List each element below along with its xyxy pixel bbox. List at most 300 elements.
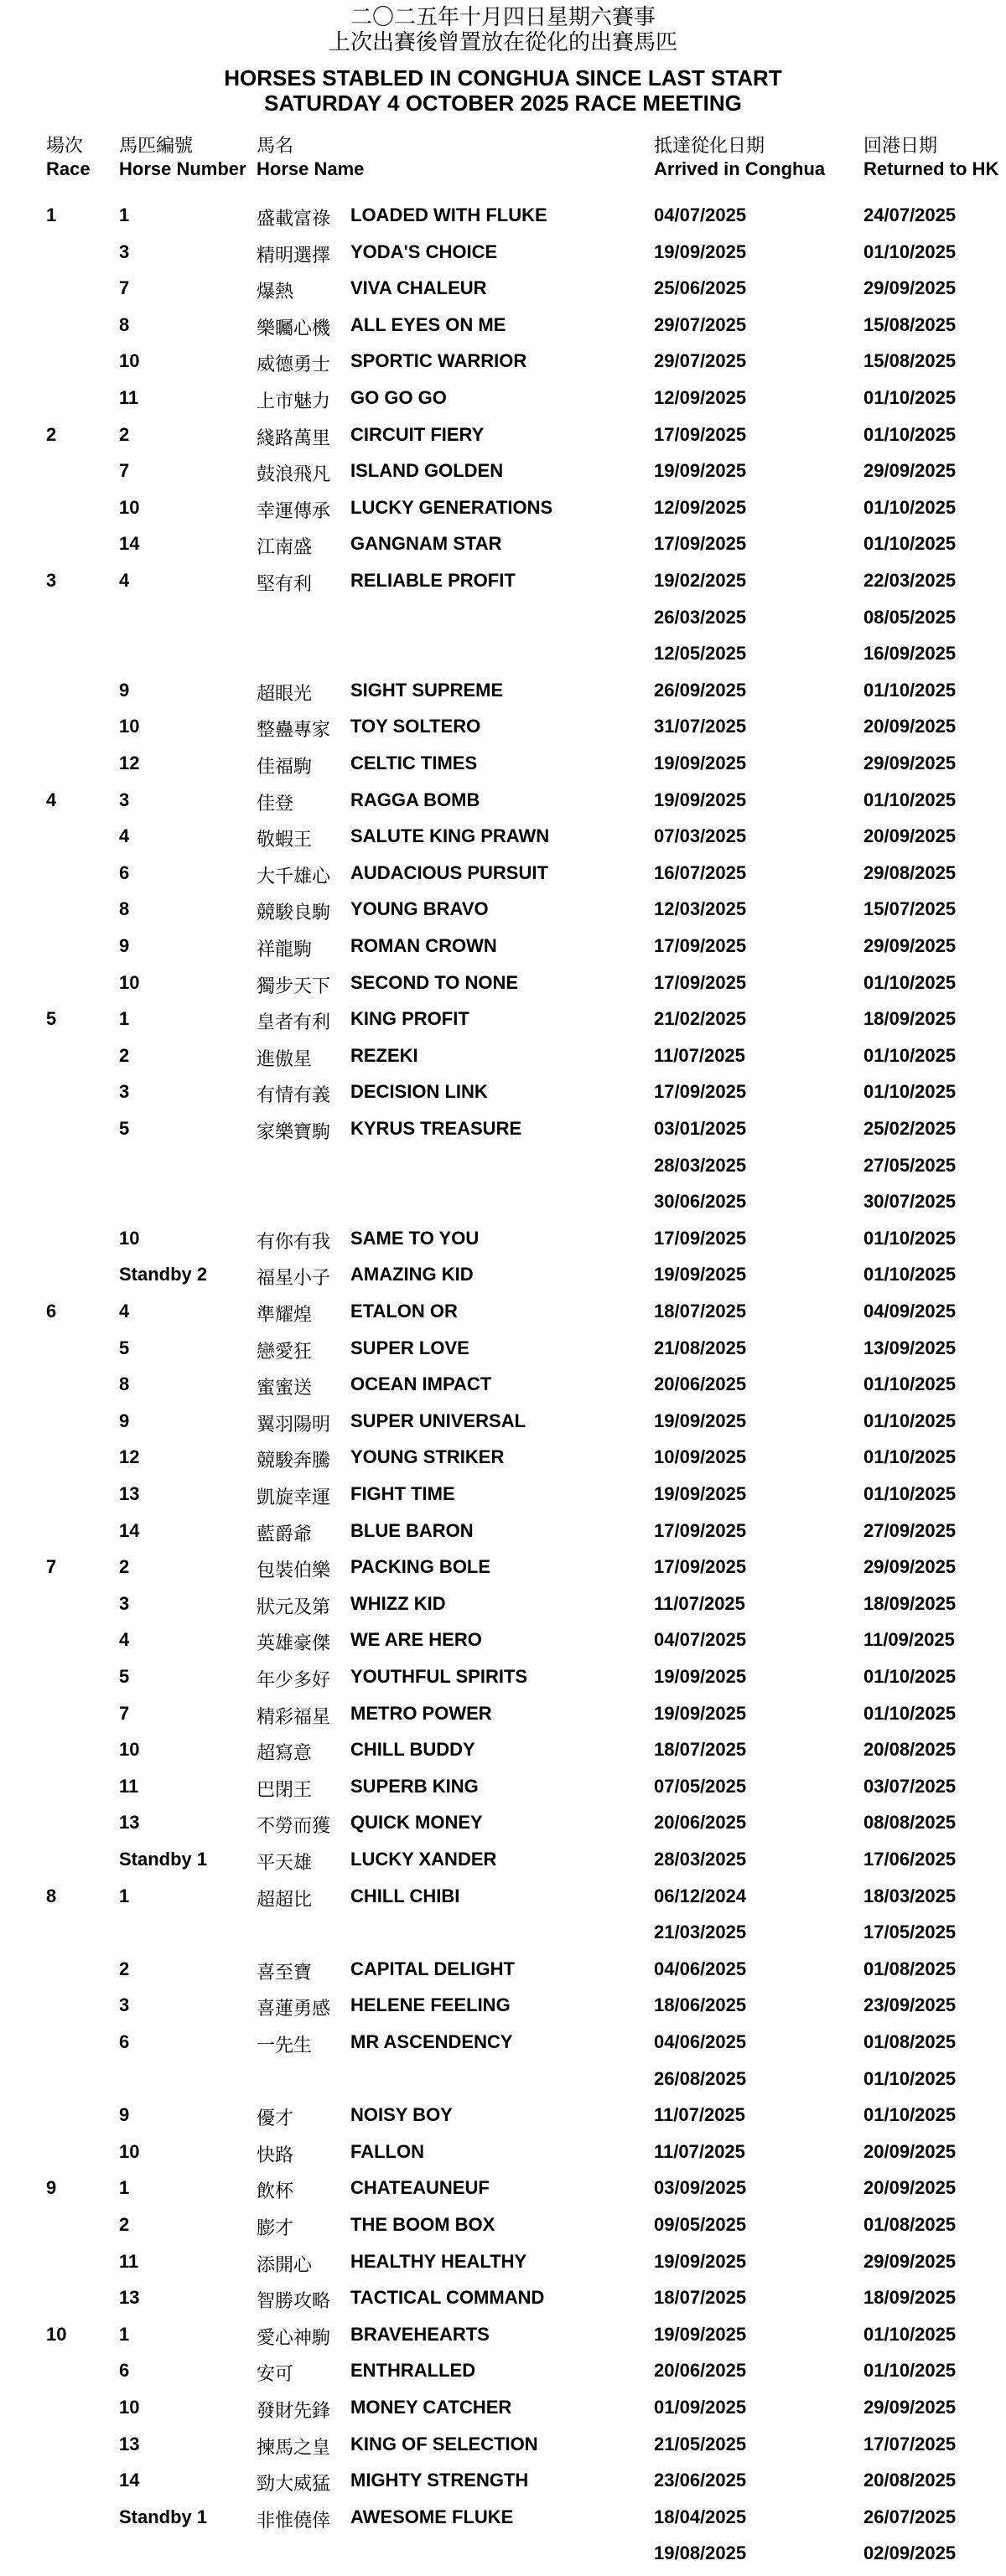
horse-name-cn-cell: 盛載富祿 <box>257 208 331 229</box>
table-row <box>0 277 1006 311</box>
horse-number-cell: 3 <box>119 789 130 810</box>
horse-name-cn-cell: 超寫意 <box>257 1742 313 1763</box>
column-header-returned-cn: 回港日期 <box>863 135 938 156</box>
returned-date-cell: 23/09/2025 <box>863 1994 957 2015</box>
returned-date-cell: 29/09/2025 <box>863 460 957 481</box>
horse-number-cell: 6 <box>119 862 130 883</box>
returned-date-cell: 20/09/2025 <box>863 825 957 846</box>
horse-name-en-cell: SIGHT SUPREME <box>350 680 504 701</box>
arrived-date-cell: 07/05/2025 <box>654 1776 747 1797</box>
arrived-date-cell: 31/07/2025 <box>654 716 747 737</box>
horse-name-en-cell: ROMAN CROWN <box>350 935 497 956</box>
table-row <box>0 1994 1006 2028</box>
horse-name-cn-cell: 爆熱 <box>257 281 294 302</box>
race-cell: 2 <box>46 424 57 445</box>
returned-date-cell: 01/08/2025 <box>863 2031 957 2052</box>
table-row <box>0 789 1006 823</box>
table-row <box>0 1483 1006 1517</box>
horse-name-cn-cell: 英雄豪傑 <box>257 1632 331 1653</box>
returned-date-cell: 01/10/2025 <box>863 533 957 554</box>
horse-name-en-cell: SAME TO YOU <box>350 1228 480 1249</box>
horse-name-cn-cell: 堅有利 <box>257 573 313 594</box>
horse-name-cn-cell: 包裝伯樂 <box>257 1560 331 1580</box>
horse-name-cn-cell: 發財先鋒 <box>257 2400 331 2421</box>
horse-name-cn-cell: 智勝攻略 <box>257 2290 331 2311</box>
returned-date-cell: 15/07/2025 <box>863 898 957 919</box>
returned-date-cell: 29/09/2025 <box>863 935 957 956</box>
horse-number-cell: 12 <box>119 753 140 773</box>
table-row <box>0 1008 1006 1042</box>
table-row <box>0 1520 1006 1554</box>
returned-date-cell: 18/09/2025 <box>863 2287 957 2308</box>
arrived-date-cell: 17/09/2025 <box>654 935 747 956</box>
horse-name-cn-cell: 揀馬之皇 <box>257 2437 331 2458</box>
horse-name-en-cell: KYRUS TREASURE <box>350 1118 522 1139</box>
horse-name-cn-cell: 喜蓮勇感 <box>257 1998 331 2019</box>
horse-number-cell: 2 <box>119 1958 130 1979</box>
arrived-date-cell: 26/03/2025 <box>654 607 747 628</box>
returned-date-cell: 01/10/2025 <box>863 1446 957 1467</box>
horse-name-cn-cell: 安可 <box>257 2363 294 2384</box>
horse-name-cn-cell: 戀愛狂 <box>257 1341 313 1362</box>
horse-number-cell: 10 <box>119 1739 140 1760</box>
arrived-date-cell: 12/03/2025 <box>654 898 747 919</box>
horse-name-en-cell: CAPITAL DELIGHT <box>350 1958 515 1979</box>
arrived-date-cell: 26/08/2025 <box>654 2068 747 2089</box>
arrived-date-cell: 17/09/2025 <box>654 1520 747 1541</box>
table-row <box>0 2031 1006 2065</box>
table-row <box>0 2360 1006 2393</box>
horse-name-cn-cell: 樂矚心機 <box>257 318 331 339</box>
horse-name-en-cell: CHILL CHIBI <box>350 1885 460 1906</box>
returned-date-cell: 01/10/2025 <box>863 2104 957 2125</box>
returned-date-cell: 20/09/2025 <box>863 2177 957 2198</box>
horse-number-cell: 2 <box>119 1556 130 1577</box>
horse-number-cell: 12 <box>119 1446 140 1467</box>
column-header-horse-name-en: Horse Name <box>257 158 365 179</box>
returned-date-cell: 01/10/2025 <box>863 497 957 518</box>
horse-number-cell: 9 <box>119 680 130 701</box>
returned-date-cell: 22/03/2025 <box>863 570 957 591</box>
horse-number-cell: 6 <box>119 2360 130 2381</box>
horse-name-en-cell: TACTICAL COMMAND <box>350 2287 545 2308</box>
returned-date-cell: 01/08/2025 <box>863 2214 957 2235</box>
table-row <box>0 753 1006 786</box>
horse-number-cell: 9 <box>119 935 130 956</box>
horse-name-cn-cell: 精明選擇 <box>257 245 331 266</box>
horse-name-cn-cell: 年少多好 <box>257 1669 331 1690</box>
horse-name-en-cell: MR ASCENDENCY <box>350 2031 513 2052</box>
horse-name-cn-cell: 膨才 <box>257 2217 294 2238</box>
arrived-date-cell: 11/07/2025 <box>654 2141 745 2162</box>
race-cell: 6 <box>46 1301 57 1322</box>
table-row <box>0 2324 1006 2357</box>
arrived-date-cell: 10/09/2025 <box>654 1446 747 1467</box>
horse-number-cell: 9 <box>119 2104 130 2125</box>
horse-number-cell: 4 <box>119 825 130 846</box>
table-row <box>0 1446 1006 1480</box>
returned-date-cell: 20/09/2025 <box>863 2141 957 2162</box>
horse-number-cell: Standby 1 <box>119 2506 208 2527</box>
horse-name-cn-cell: 有情有義 <box>257 1084 331 1105</box>
table-row <box>0 387 1006 421</box>
horse-name-en-cell: AMAZING KID <box>350 1264 474 1285</box>
horse-name-en-cell: CHILL BUDDY <box>350 1739 475 1760</box>
horse-name-cn-cell: 一先生 <box>257 2035 313 2056</box>
table-row <box>0 1337 1006 1371</box>
horse-number-cell: 10 <box>119 716 140 737</box>
arrived-date-cell: 29/07/2025 <box>654 350 747 371</box>
arrived-date-cell: 03/09/2025 <box>654 2177 747 2198</box>
returned-date-cell: 01/10/2025 <box>863 1264 957 1285</box>
horse-number-cell: 10 <box>119 972 140 993</box>
horse-number-cell: 6 <box>119 2031 130 2052</box>
horse-name-cn-cell: 綫路萬里 <box>257 427 331 448</box>
horse-name-cn-cell: 整蠱專家 <box>257 719 331 740</box>
returned-date-cell: 20/08/2025 <box>863 1739 957 1760</box>
arrived-date-cell: 09/05/2025 <box>654 2214 747 2235</box>
race-cell: 10 <box>46 2324 67 2345</box>
table-row <box>0 680 1006 713</box>
horse-name-en-cell: KING OF SELECTION <box>350 2434 538 2454</box>
title-english: HORSES STABLED IN CONGHUA SINCE LAST START <box>224 65 782 91</box>
race-cell: 9 <box>46 2177 57 2198</box>
horse-name-en-cell: SPORTIC WARRIOR <box>350 350 527 371</box>
returned-date-cell: 29/09/2025 <box>863 753 957 773</box>
table-row <box>0 2104 1006 2138</box>
horse-number-cell: 10 <box>119 2397 140 2418</box>
horse-name-en-cell: NOISY BOY <box>350 2104 453 2125</box>
horse-name-en-cell: SUPER UNIVERSAL <box>350 1410 526 1431</box>
horse-number-cell: 5 <box>119 1118 130 1139</box>
arrived-date-cell: 19/09/2025 <box>654 1483 747 1504</box>
title-chinese-date: 二〇二五年十月四日星期六賽事 <box>350 4 656 29</box>
horse-number-cell: 14 <box>119 2470 140 2491</box>
table-row <box>0 2214 1006 2248</box>
arrived-date-cell: 18/07/2025 <box>654 1739 747 1760</box>
horse-number-cell: 7 <box>119 460 130 481</box>
horse-number-cell: 10 <box>119 1228 140 1249</box>
horse-number-cell: 1 <box>119 2324 130 2345</box>
horse-name-cn-cell: 超眼光 <box>257 683 313 704</box>
arrived-date-cell: 17/09/2025 <box>654 1081 747 1102</box>
horse-name-cn-cell: 添開心 <box>257 2254 313 2275</box>
table-row <box>0 1264 1006 1297</box>
table-row <box>0 1593 1006 1627</box>
arrived-date-cell: 01/09/2025 <box>654 2397 747 2418</box>
horse-name-en-cell: GO GO GO <box>350 387 447 408</box>
arrived-date-cell: 11/07/2025 <box>654 2104 745 2125</box>
table-row <box>0 497 1006 530</box>
table-row <box>0 1556 1006 1590</box>
returned-date-cell: 01/10/2025 <box>863 2324 957 2345</box>
table-row <box>0 1228 1006 1261</box>
horse-name-cn-cell: 勁大威猛 <box>257 2473 331 2494</box>
returned-date-cell: 01/10/2025 <box>863 2360 957 2381</box>
horse-number-cell: 10 <box>119 497 140 518</box>
returned-date-cell: 27/05/2025 <box>863 1155 957 1176</box>
horse-number-cell: 1 <box>119 204 130 225</box>
horse-number-cell: 2 <box>119 424 130 445</box>
arrived-date-cell: 19/02/2025 <box>654 570 747 591</box>
horse-name-cn-cell: 競駿奔騰 <box>257 1450 331 1471</box>
horse-number-cell: 7 <box>119 1703 130 1724</box>
column-header-horse-name-cn: 馬名 <box>257 135 294 156</box>
arrived-date-cell: 30/06/2025 <box>654 1191 747 1212</box>
returned-date-cell: 04/09/2025 <box>863 1301 957 1322</box>
table-row <box>0 2506 1006 2540</box>
horse-number-cell: 13 <box>119 1812 140 1833</box>
arrived-date-cell: 19/09/2025 <box>654 1264 747 1285</box>
returned-date-cell: 01/10/2025 <box>863 387 957 408</box>
race-cell: 7 <box>46 1556 57 1577</box>
horse-name-cn-cell: 有你有我 <box>257 1231 331 1252</box>
table-row <box>0 570 1006 603</box>
arrived-date-cell: 11/07/2025 <box>654 1045 745 1066</box>
horse-name-en-cell: HEALTHY HEALTHY <box>350 2251 527 2272</box>
table-row <box>0 424 1006 458</box>
table-row <box>0 1301 1006 1334</box>
table-row <box>0 607 1006 640</box>
horse-name-cn-cell: 凱旋幸運 <box>257 1487 331 1508</box>
arrived-date-cell: 03/01/2025 <box>654 1118 747 1139</box>
arrived-date-cell: 11/07/2025 <box>654 1593 745 1614</box>
horse-name-en-cell: ALL EYES ON ME <box>350 314 506 335</box>
returned-date-cell: 01/10/2025 <box>863 1483 957 1504</box>
table-row <box>0 2397 1006 2430</box>
table-row <box>0 1118 1006 1151</box>
horse-name-en-cell: MONEY CATCHER <box>350 2397 512 2418</box>
returned-date-cell: 17/05/2025 <box>863 1922 957 1942</box>
arrived-date-cell: 20/06/2025 <box>654 2360 747 2381</box>
horse-name-en-cell: TOY SOLTERO <box>350 716 481 737</box>
horse-name-cn-cell: 大千雄心 <box>257 866 331 887</box>
horse-number-cell: 8 <box>119 314 130 335</box>
race-cell: 4 <box>46 789 57 810</box>
horse-name-cn-cell: 不勞而獲 <box>257 1815 331 1836</box>
race-cell: 5 <box>46 1008 57 1029</box>
table-row <box>0 460 1006 494</box>
horse-name-cn-cell: 江南盛 <box>257 536 313 557</box>
horse-name-cn-cell: 佳登 <box>257 793 294 814</box>
horse-name-en-cell: WE ARE HERO <box>350 1629 482 1650</box>
returned-date-cell: 16/09/2025 <box>863 643 957 664</box>
horse-number-cell: 3 <box>119 1593 130 1614</box>
horse-name-en-cell: QUICK MONEY <box>350 1812 483 1833</box>
horse-name-cn-cell: 非惟僥倖 <box>257 2510 331 2531</box>
horse-number-cell: 2 <box>119 2214 130 2235</box>
column-header-arrived-en: Arrived in Conghua <box>654 158 826 179</box>
arrived-date-cell: 21/05/2025 <box>654 2434 747 2454</box>
table-row <box>0 533 1006 566</box>
table-row <box>0 2141 1006 2175</box>
horse-number-cell: 11 <box>119 1776 139 1797</box>
arrived-date-cell: 25/06/2025 <box>654 277 747 298</box>
arrived-date-cell: 12/05/2025 <box>654 643 747 664</box>
horse-name-en-cell: AWESOME FLUKE <box>350 2506 514 2527</box>
horse-name-en-cell: CHATEAUNEUF <box>350 2177 490 2198</box>
arrived-date-cell: 17/09/2025 <box>654 424 747 445</box>
table-row <box>0 1849 1006 1882</box>
arrived-date-cell: 19/09/2025 <box>654 789 747 810</box>
arrived-date-cell: 17/09/2025 <box>654 972 747 993</box>
arrived-date-cell: 21/08/2025 <box>654 1337 747 1358</box>
horse-name-en-cell: FALLON <box>350 2141 424 2162</box>
returned-date-cell: 03/07/2025 <box>863 1776 957 1797</box>
arrived-date-cell: 19/09/2025 <box>654 753 747 773</box>
horse-name-en-cell: CELTIC TIMES <box>350 753 478 773</box>
returned-date-cell: 01/10/2025 <box>863 1228 957 1249</box>
returned-date-cell: 15/08/2025 <box>863 314 957 335</box>
column-header-horse-number-en: Horse Number <box>119 158 246 179</box>
arrived-date-cell: 18/06/2025 <box>654 1994 747 2015</box>
arrived-date-cell: 18/07/2025 <box>654 2287 747 2308</box>
arrived-date-cell: 21/03/2025 <box>654 1922 747 1942</box>
returned-date-cell: 29/08/2025 <box>863 862 957 883</box>
horse-name-en-cell: RAGGA BOMB <box>350 789 480 810</box>
arrived-date-cell: 19/09/2025 <box>654 2251 747 2272</box>
returned-date-cell: 29/09/2025 <box>863 2251 957 2272</box>
horse-name-cn-cell: 競駿良駒 <box>257 902 331 923</box>
horse-name-en-cell: ISLAND GOLDEN <box>350 460 504 481</box>
horse-name-cn-cell: 優才 <box>257 2108 294 2129</box>
horse-name-cn-cell: 快路 <box>257 2144 294 2165</box>
arrived-date-cell: 19/09/2025 <box>654 2324 747 2345</box>
arrived-date-cell: 12/09/2025 <box>654 387 747 408</box>
horse-number-cell: 4 <box>119 570 130 591</box>
table-row <box>0 1922 1006 1955</box>
returned-date-cell: 25/02/2025 <box>863 1118 957 1139</box>
horse-number-cell: 14 <box>119 533 140 554</box>
returned-date-cell: 08/08/2025 <box>863 1812 957 1833</box>
horse-number-cell: 3 <box>119 241 130 262</box>
table-row <box>0 643 1006 676</box>
horse-number-cell: 1 <box>119 1008 130 1029</box>
arrived-date-cell: 17/09/2025 <box>654 1556 747 1577</box>
table-row <box>0 1410 1006 1444</box>
returned-date-cell: 02/09/2025 <box>863 2542 957 2563</box>
horse-name-en-cell: BLUE BARON <box>350 1520 474 1541</box>
returned-date-cell: 01/10/2025 <box>863 680 957 701</box>
horse-name-cn-cell: 蜜蜜送 <box>257 1377 313 1398</box>
horse-name-cn-cell: 家樂寶駒 <box>257 1121 331 1142</box>
horse-number-cell: 5 <box>119 1337 130 1358</box>
arrived-date-cell: 26/09/2025 <box>654 680 747 701</box>
table-row <box>0 2542 1006 2576</box>
arrived-date-cell: 19/09/2025 <box>654 1703 747 1724</box>
horse-name-en-cell: FIGHT TIME <box>350 1483 455 1504</box>
title-english-meeting: SATURDAY 4 OCTOBER 2025 RACE MEETING <box>264 91 742 116</box>
returned-date-cell: 01/10/2025 <box>863 2068 957 2089</box>
arrived-date-cell: 28/03/2025 <box>654 1155 747 1176</box>
table-row <box>0 862 1006 896</box>
race-cell: 3 <box>46 570 57 591</box>
horse-name-cn-cell: 準耀煌 <box>257 1304 313 1325</box>
returned-date-cell: 26/07/2025 <box>863 2506 957 2527</box>
horse-number-cell: 13 <box>119 2287 140 2308</box>
horse-name-en-cell: BRAVEHEARTS <box>350 2324 490 2345</box>
table-row <box>0 1191 1006 1224</box>
horse-name-en-cell: REZEKI <box>350 1045 418 1066</box>
horse-name-en-cell: YOUTHFUL SPIRITS <box>350 1666 528 1687</box>
horse-name-en-cell: VIVA CHALEUR <box>350 277 487 298</box>
horse-number-cell: 3 <box>119 1994 130 2015</box>
horse-name-en-cell: KING PROFIT <box>350 1008 469 1029</box>
horse-number-cell: 8 <box>119 898 130 919</box>
horse-name-cn-cell: 狀元及第 <box>257 1596 331 1617</box>
table-row <box>0 2177 1006 2211</box>
horse-number-cell: 7 <box>119 277 130 298</box>
table-row <box>0 1885 1006 1919</box>
table-row <box>0 1155 1006 1188</box>
horse-number-cell: Standby 2 <box>119 1264 208 1285</box>
table-row <box>0 314 1006 348</box>
table-row <box>0 1703 1006 1736</box>
returned-date-cell: 30/07/2025 <box>863 1191 957 1212</box>
table-row <box>0 716 1006 749</box>
returned-date-cell: 18/09/2025 <box>863 1008 957 1029</box>
returned-date-cell: 18/03/2025 <box>863 1885 957 1906</box>
table-row <box>0 1739 1006 1772</box>
table-row <box>0 1045 1006 1079</box>
returned-date-cell: 01/10/2025 <box>863 1703 957 1724</box>
horse-name-en-cell: SALUTE KING PRAWN <box>350 825 550 846</box>
table-row <box>0 1081 1006 1115</box>
horse-name-en-cell: WHIZZ KID <box>350 1593 446 1614</box>
returned-date-cell: 29/09/2025 <box>863 277 957 298</box>
horse-number-cell: 13 <box>119 2434 140 2454</box>
arrived-date-cell: 12/09/2025 <box>654 497 747 518</box>
race-cell: 8 <box>46 1885 57 1906</box>
horse-name-cn-cell: 皇者有利 <box>257 1011 331 1032</box>
horse-name-en-cell: HELENE FEELING <box>350 1994 511 2015</box>
horse-number-cell: 10 <box>119 2141 140 2162</box>
horse-name-en-cell: DECISION LINK <box>350 1081 488 1102</box>
horse-name-en-cell: ETALON OR <box>350 1301 458 1322</box>
arrived-date-cell: 19/09/2025 <box>654 1410 747 1431</box>
horse-name-cn-cell: 福星小子 <box>257 1267 331 1288</box>
table-row <box>0 935 1006 969</box>
returned-date-cell: 01/10/2025 <box>863 1373 957 1394</box>
horse-name-en-cell: CIRCUIT FIERY <box>350 424 485 445</box>
horse-name-cn-cell: 巴閉王 <box>257 1779 313 1800</box>
horse-name-cn-cell: 威德勇士 <box>257 354 331 375</box>
table-row <box>0 2287 1006 2320</box>
returned-date-cell: 13/09/2025 <box>863 1337 957 1358</box>
horse-name-en-cell: THE BOOM BOX <box>350 2214 495 2235</box>
arrived-date-cell: 17/09/2025 <box>654 1228 747 1249</box>
arrived-date-cell: 29/07/2025 <box>654 314 747 335</box>
horse-name-cn-cell: 精彩福星 <box>257 1706 331 1727</box>
arrived-date-cell: 20/06/2025 <box>654 1373 747 1394</box>
arrived-date-cell: 04/06/2025 <box>654 1958 747 1979</box>
table-row <box>0 1958 1006 1992</box>
horse-name-en-cell: LOADED WITH FLUKE <box>350 204 547 225</box>
returned-date-cell: 01/10/2025 <box>863 1410 957 1431</box>
horse-name-cn-cell: 祥龍駒 <box>257 939 313 960</box>
horse-name-cn-cell: 超超比 <box>257 1889 313 1910</box>
horse-number-cell: 4 <box>119 1301 130 1322</box>
arrived-date-cell: 28/03/2025 <box>654 1849 747 1870</box>
returned-date-cell: 01/08/2025 <box>863 1958 957 1979</box>
table-row <box>0 825 1006 859</box>
returned-date-cell: 01/10/2025 <box>863 1045 957 1066</box>
returned-date-cell: 01/10/2025 <box>863 241 957 262</box>
returned-date-cell: 01/10/2025 <box>863 1081 957 1102</box>
table-row <box>0 1629 1006 1663</box>
horse-number-cell: 9 <box>119 1410 130 1431</box>
column-header-horse-number-cn: 馬匹編號 <box>119 135 194 156</box>
